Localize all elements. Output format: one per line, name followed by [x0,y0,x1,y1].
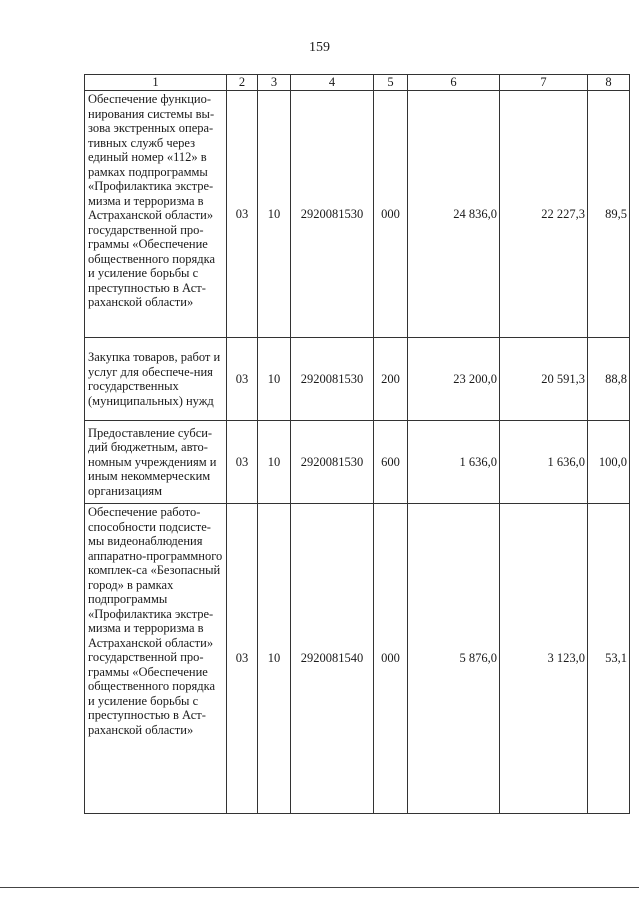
column-header: 7 [500,75,588,91]
section-code: 03 [227,421,258,504]
column-header: 1 [85,75,227,91]
table-row [85,338,630,421]
column-header: 8 [588,75,630,91]
execution-percent: 88,8 [588,338,630,421]
column-header: 4 [291,75,374,91]
executed-amount: 3 123,0 [500,504,588,814]
target-article-code: 2920081530 [291,421,374,504]
column-header: 3 [258,75,291,91]
table-row [85,504,630,814]
section-code: 03 [227,504,258,814]
target-article-code: 2920081540 [291,504,374,814]
planned-amount: 1 636,0 [408,421,500,504]
column-header: 6 [408,75,500,91]
executed-amount: 20 591,3 [500,338,588,421]
execution-percent: 100,0 [588,421,630,504]
column-header: 5 [374,75,408,91]
expense-type-code: 000 [374,504,408,814]
page-number: 159 [309,40,330,55]
row-description: Обеспечение функцио-нирования системы вы-зова экстренных опера-тивных служб через единый номер «112» в рамках подпрограммы «Профилактика экстре-мизма и терроризма в Астраханской области» государственной про-граммы «Обеспечение общественного порядка и усиление борьбы с преступностью в Аст-раханской области» [85,91,227,338]
execution-percent: 89,5 [588,91,630,338]
budget-table [84,74,630,814]
planned-amount: 5 876,0 [408,504,500,814]
table-row [85,421,630,504]
column-header: 2 [227,75,258,91]
section-code: 03 [227,338,258,421]
executed-amount: 22 227,3 [500,91,588,338]
section-code: 03 [227,91,258,338]
expense-type-code: 000 [374,91,408,338]
row-description: Закупка товаров, работ и услуг для обеспече-ния государственных (муниципальных) нужд [85,338,227,421]
table-row [85,91,630,338]
expense-type-code: 200 [374,338,408,421]
expense-type-code: 600 [374,421,408,504]
planned-amount: 24 836,0 [408,91,500,338]
table-header-row [85,75,630,91]
subsection-code: 10 [258,338,291,421]
target-article-code: 2920081530 [291,338,374,421]
execution-percent: 53,1 [588,504,630,814]
subsection-code: 10 [258,504,291,814]
subsection-code: 10 [258,421,291,504]
subsection-code: 10 [258,91,291,338]
planned-amount: 23 200,0 [408,338,500,421]
page-bottom-divider [0,887,639,888]
target-article-code: 2920081530 [291,91,374,338]
row-description: Предоставление субси-дий бюджетным, авто-номным учреждениям и иным некоммерческим организациям [85,421,227,504]
executed-amount: 1 636,0 [500,421,588,504]
row-description: Обеспечение работо-способности подсисте-мы видеонаблюдения аппаратно-программного комплек-са «Безопасный город» в рамках подпрограммы «Профилактика экстре-мизма и терроризма в Астраханской области» государственной про-граммы «Обеспечение общественного порядка и усиление борьбы с преступностью в Аст-раханской области» [85,504,227,814]
